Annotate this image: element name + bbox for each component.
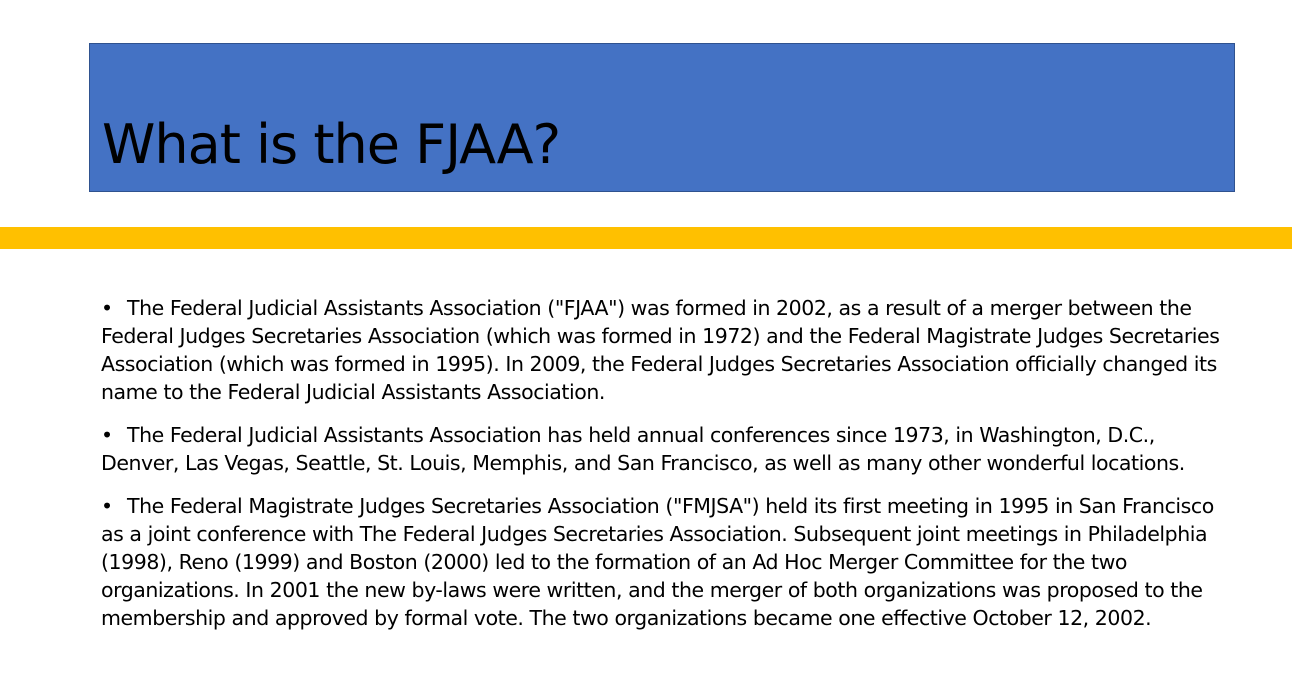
title-box [89,43,1235,192]
bullet-text: The Federal Judicial Assistants Association ("FJAA") was formed in 2002, as a result of a merger between the Federal Judges Secretaries Association (which was formed in 1972) and the Federal Magistrate Judges Secretaries Association (which was formed in 1995). In 2009, the Federal Judges Secretaries Association officially changed its name to the Federal Judicial Assistants Association. [101,296,1220,404]
bullet-marker: • [101,494,113,518]
bullet-item [101,294,1231,406]
bullet-item [101,492,1231,632]
bullet-text: The Federal Judicial Assistants Association has held annual conferences since 1973, in Washington, D.C., Denver, Las Vegas, Seattle, St. Louis, Memphis, and San Francisco, as well as many other wonderful locations. [101,423,1185,475]
bullet-text: The Federal Magistrate Judges Secretaries Association ("FMJSA") held its first meeting in 1995 in San Francisco as a joint conference with The Federal Judges Secretaries Association. Subsequent joint meetings in Philadelphia (1998), Reno (1999) and Boston (2000) led to the formation of an Ad Hoc Merger Committee for the two organizations. In 2001 the new by-laws were written, and the merger of both organizations was proposed to the membership and approved by formal vote. The two organizations became one effective October 12, 2002. [101,494,1214,630]
bullet-marker: • [101,296,113,320]
slide-title: What is the FJAA? [102,113,561,176]
bullet-marker: • [101,423,113,447]
accent-bar [0,227,1292,249]
bullet-item [101,421,1231,477]
bullet-list [101,294,1231,647]
